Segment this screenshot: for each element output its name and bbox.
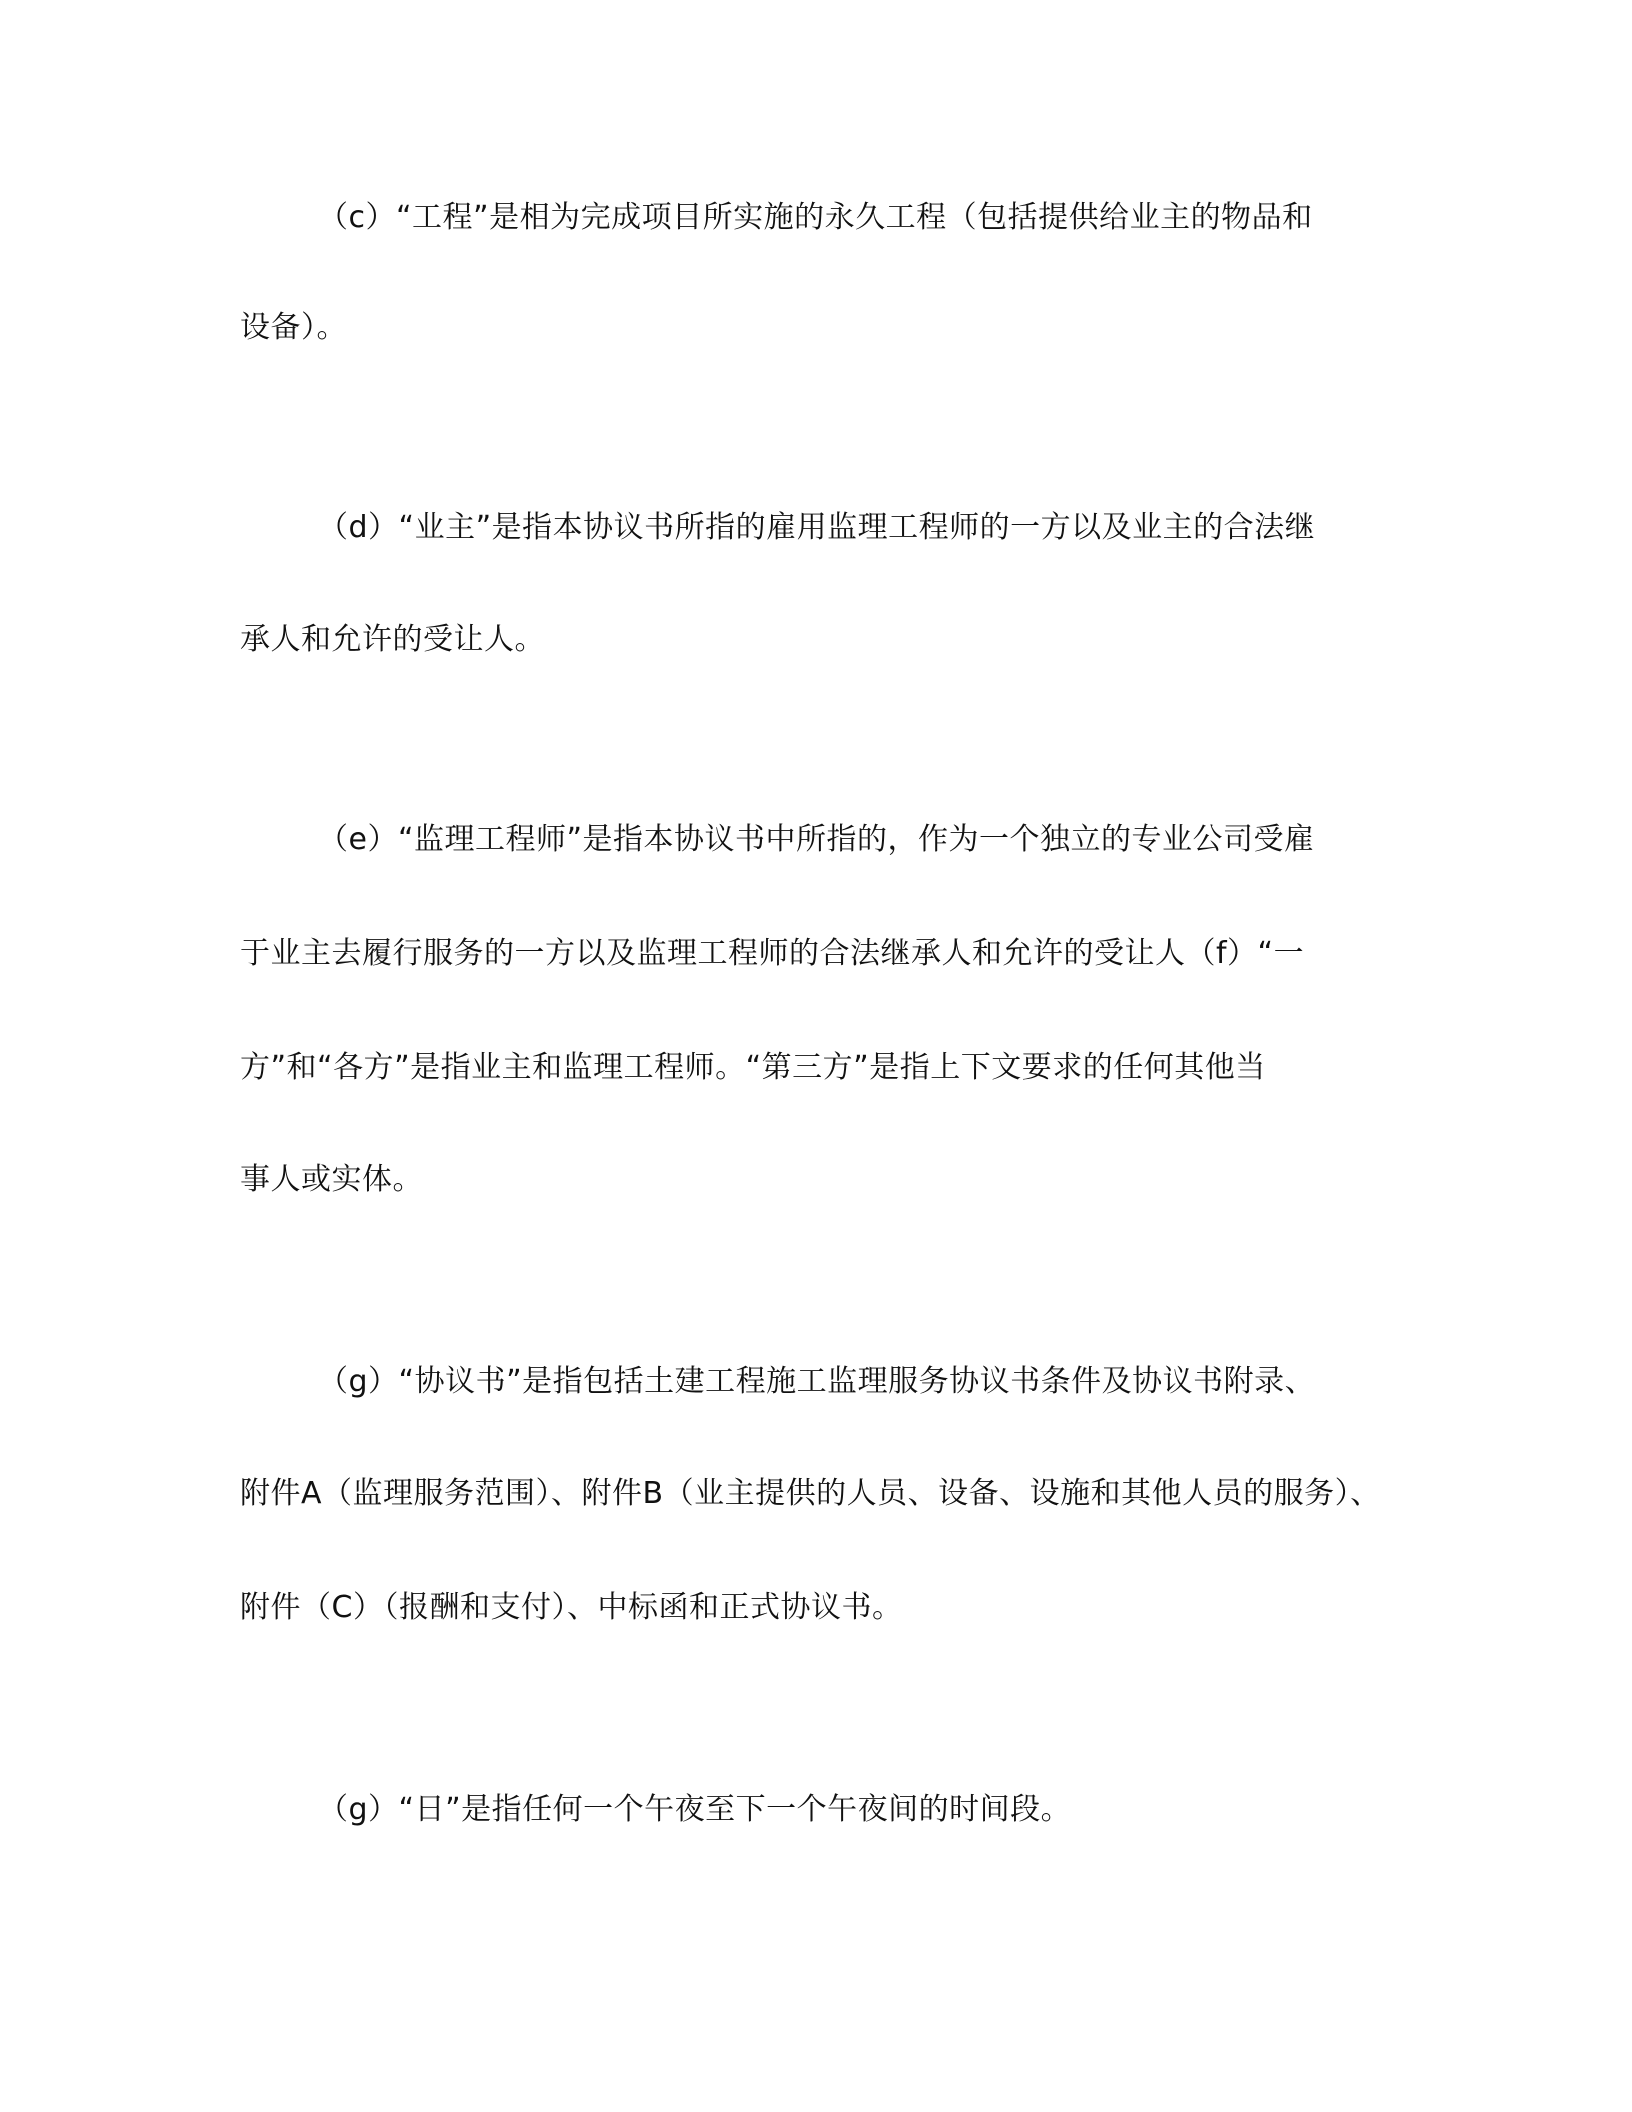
paragraph-g-agreement-line-1: （g）“协议书”是指包括土建工程施工监理服务协议书条件及协议书附录、 [318, 1364, 1316, 1399]
paragraph-c-line-2: 设备）。 [240, 310, 347, 345]
paragraph-e-line-2: 于业主去履行服务的一方以及监理工程师的合法继承人和允许的受让人（f）“一 [240, 936, 1305, 971]
paragraph-g-agreement-line-3: 附件（C）（报酬和支付）、中标函和正式协议书。 [240, 1590, 903, 1625]
paragraph-c-line-1: （c）“工程”是相为完成项目所实施的永久工程（包括提供给业主的物品和 [318, 200, 1313, 235]
paragraph-d-line-1: （d）“业主”是指本协议书所指的雇用监理工程师的一方以及业主的合法继 [318, 510, 1316, 545]
paragraph-g-day-line-1: （g）“日”是指任何一个午夜至下一个午夜间的时间段。 [318, 1792, 1072, 1827]
paragraph-e-line-1: （e）“监理工程师”是指本协议书中所指的，作为一个独立的专业公司受雇 [318, 822, 1315, 857]
paragraph-d-line-2: 承人和允许的受让人。 [240, 622, 545, 657]
paragraph-g-agreement-line-2: 附件A（监理服务范围）、附件B（业主提供的人员、设备、设施和其他人员的服务）、 [240, 1476, 1381, 1511]
paragraph-e-line-4: 事人或实体。 [240, 1162, 423, 1197]
paragraph-e-line-3: 方”和“各方”是指业主和监理工程师。“第三方”是指上下文要求的任何其他当 [240, 1050, 1266, 1085]
